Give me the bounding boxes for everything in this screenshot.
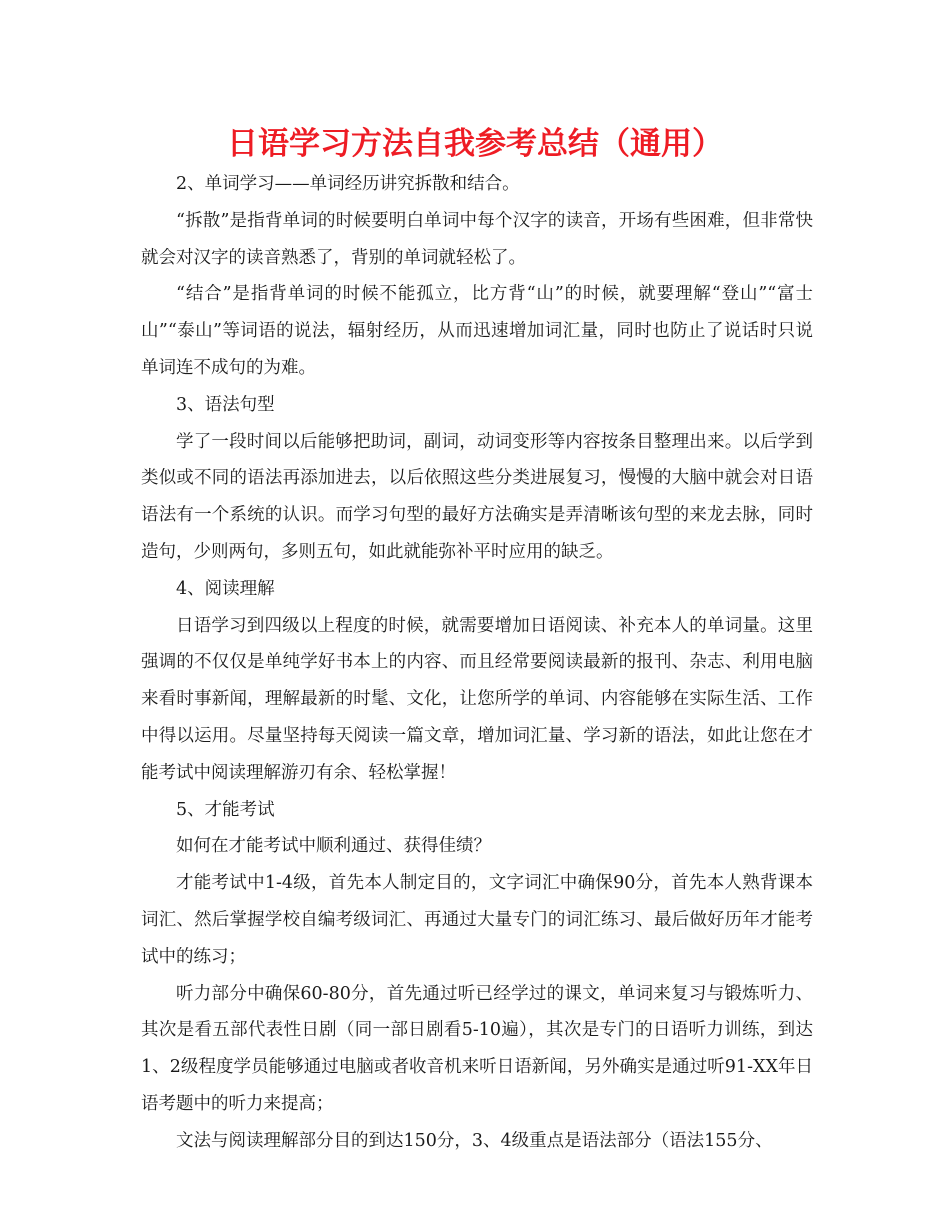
paragraph-combine-method: “结合”是指背单词的时候不能孤立，比方背“山”的时候，就要理解“登山”“富士山”“泰山”等词语的说法，辐射经历，从而迅速增加词汇量，同时也防止了说话时只说单词连不成句的为难。: [141, 284, 813, 378]
paragraph-grammar-reading-section: 文法与阅读理解部分目的到达150分，3、4级重点是语法部分（语法155分、: [176, 1130, 773, 1151]
paragraph-listening-section: 听力部分中确保60-80分，首先通过听已经学过的课文，单词来复习与锻炼听力、其次是看五部代表性日剧（同一部日剧看5-10遍），其次是专门的日语听力训练，到达1、2级程度学员能够通过电脑或者收音机来听日语新闻，另外确实是通过听91-XX年日语考题中的听力来提高；: [141, 983, 813, 1114]
document-title: 日语学习方法自我参考总结（通用）: [227, 126, 723, 162]
paragraph-grammar-heading: 3、语法句型: [176, 394, 275, 415]
paragraph-word-study-heading: 2、单词学习——单词经历讲究拆散和结合。: [176, 174, 520, 194]
paragraph-vocabulary-section: 才能考试中1-4级，首先本人制定目的，文字词汇中确保90分，首先本人熟背课本词汇、然后掌握学校自编考级词汇、再通过大量专门的词汇练习、最后做好历年才能考试中的练习；: [141, 873, 813, 967]
paragraph-exam-heading: 5、才能考试: [176, 799, 275, 820]
paragraph-exam-question: 如何在才能考试中顺利通过、获得佳绩？: [176, 836, 491, 857]
paragraph-split-method: “拆散”是指背单词的时候要明白单词中每个汉字的读音，开场有些困难，但非常快就会对汉字的读音熟悉了，背别的单词就轻松了。: [141, 210, 813, 268]
document-body: [141, 166, 813, 1160]
paragraph-grammar-body: 学了一段时间以后能够把助词，副词，动词变形等内容按条目整理出来。以后学到类似或不同的语法再添加进去，以后依照这些分类进展复习，慢慢的大脑中就会对日语语法有一个系统的认识。而学习句型的最好方法确实是弄清晰该句型的来龙去脉，同时造句，少则两句，多则五句，如此就能弥补平时应用的缺乏。: [141, 431, 813, 562]
paragraph-reading-body: 日语学习到四级以上程度的时候，就需要增加日语阅读、补充本人的单词量。这里强调的不仅仅是单纯学好书本上的内容、而且经常要阅读最新的报刊、杂志、利用电脑来看时事新闻，理解最新的时髦、文化，让您所学的单词、内容能够在实际生活、工作中得以运用。尽量坚持每天阅读一篇文章，增加词汇量、学习新的语法，如此让您在才能考试中阅读理解游刃有余、轻松掌握！: [141, 615, 813, 783]
paragraph-reading-heading: 4、阅读理解: [176, 578, 275, 599]
